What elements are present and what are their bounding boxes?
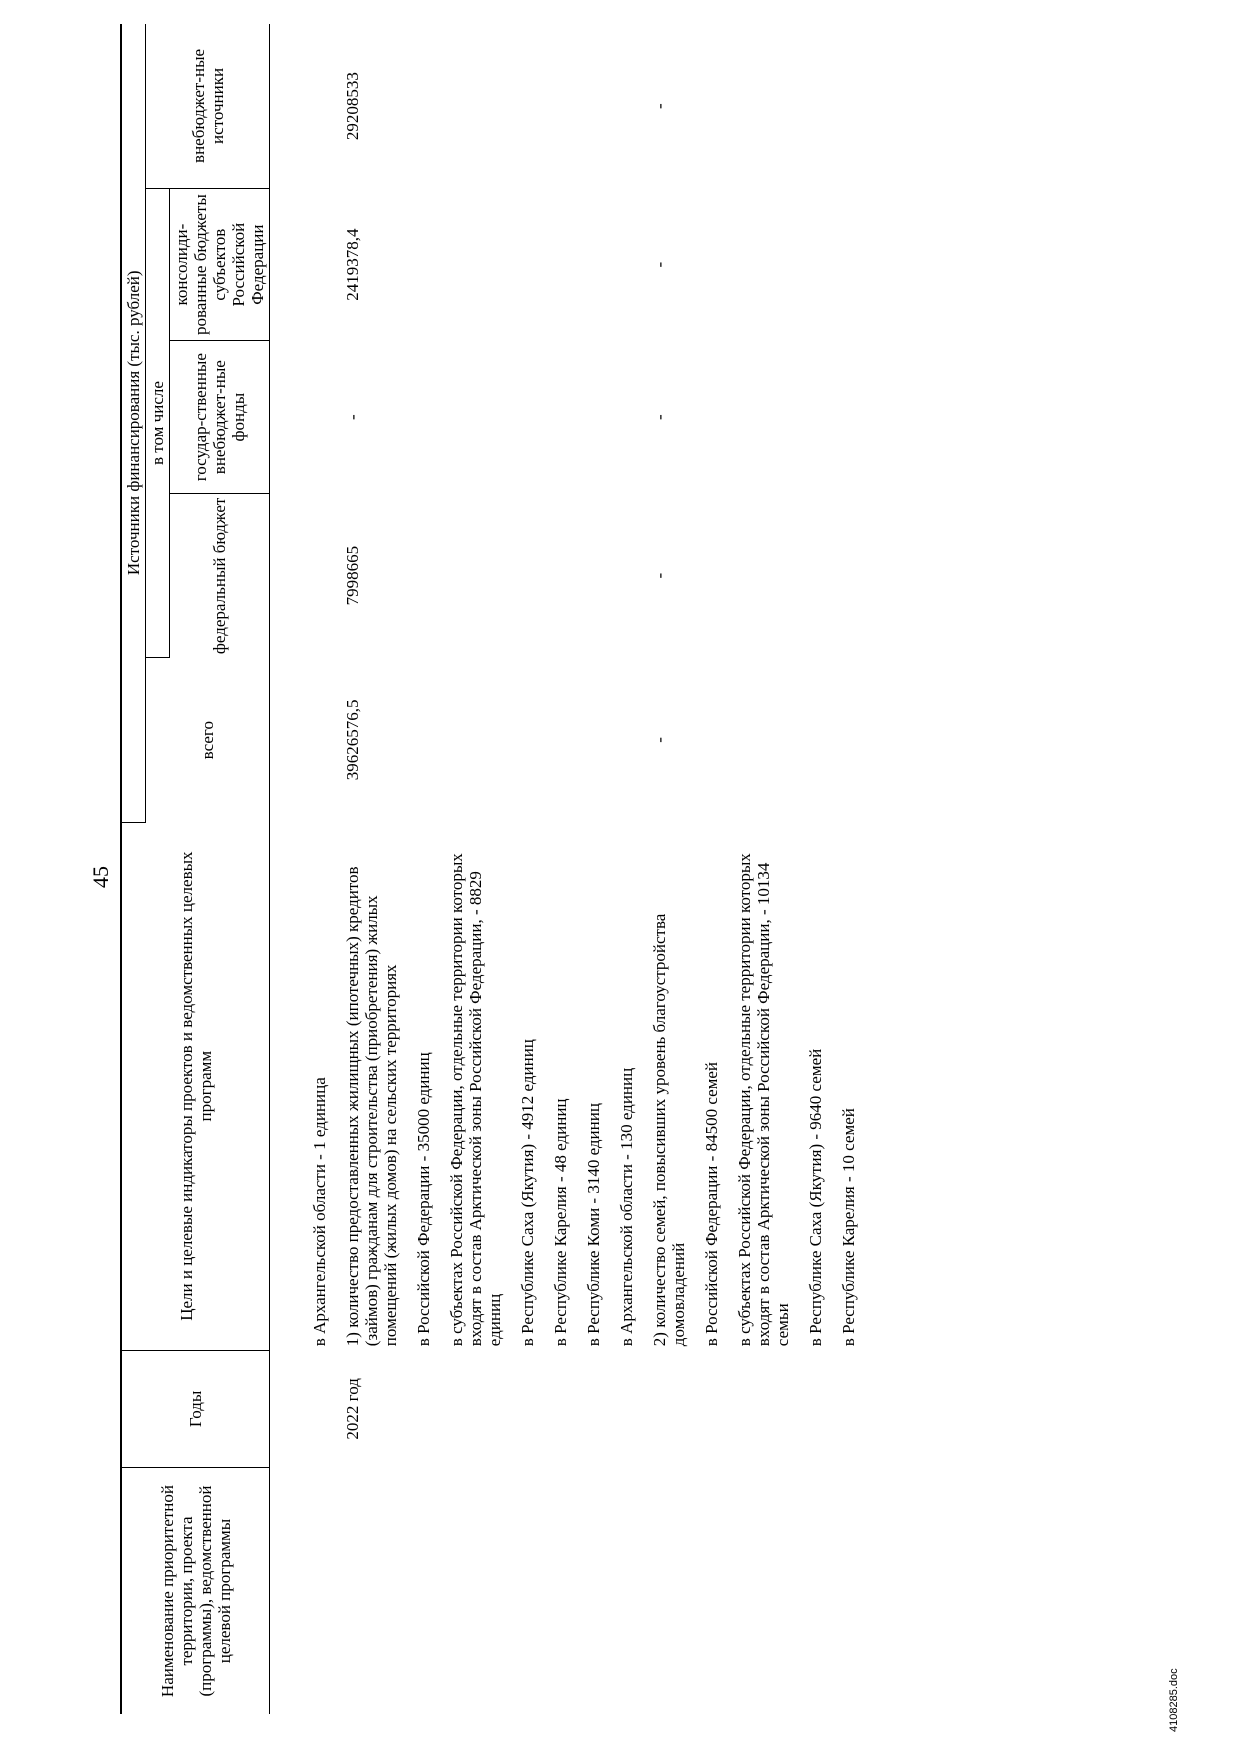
header-goals: Цели и целевые индикаторы проектов и ведомственных целевых программ <box>121 822 270 1350</box>
goal-item: 1) количество предоставленных жилищных (ипотечных) кредитов (займов) гражданам для строительства (приобретения) жилых помещений (жилых домов) на сельских территориях <box>343 866 400 1347</box>
goal-item: в Республике Карелия - 10 семей <box>839 1108 858 1347</box>
row-name <box>310 1468 343 1714</box>
header-total: всего <box>146 658 270 822</box>
row-year <box>310 1350 343 1467</box>
financing-table <box>120 24 872 1714</box>
header-including: в том числе <box>146 188 170 657</box>
value-state-funds: - <box>650 414 669 421</box>
goal-item: в субъектах Российской Федерации, отдельные территории которых входят в состав Арктической зоны Российской Федерации, - 10134 семьи <box>735 853 792 1347</box>
value-total: - <box>650 737 669 743</box>
goal-item: в Архангельской области - 130 единиц <box>617 1067 636 1347</box>
value-extrabudget: - <box>650 103 669 110</box>
goal-item: в Российской Федерации - 35000 единиц <box>414 1052 433 1347</box>
goal-item: в Архангельской области - 1 единица <box>310 1077 329 1347</box>
value-state-funds <box>310 341 343 494</box>
goal-item: в Республике Саха (Якутия) - 4912 единиц <box>518 1039 537 1347</box>
value-regional: 2419378,4 <box>343 228 362 301</box>
value-regional <box>310 188 343 341</box>
value-federal: - <box>650 572 669 579</box>
row-goals <box>650 822 872 1350</box>
row-name <box>650 1468 872 1714</box>
header-regional: консолиди-рованные бюджеты субъектов Российской Федерации <box>170 188 270 341</box>
file-footer: 4108285.doc <box>1168 1668 1180 1732</box>
value-federal: 7998665 <box>343 545 362 606</box>
row-goals <box>310 822 343 1350</box>
header-extrabudget: внебюджет-ные источники <box>146 24 270 188</box>
goal-item: 2) количество семей, повысивших уровень благоустройства домовладений <box>650 913 688 1347</box>
row-goals <box>343 822 650 1350</box>
row-name <box>343 1468 650 1714</box>
row-year: 2022 год <box>343 1378 362 1440</box>
value-state-funds: - <box>343 414 362 421</box>
value-total <box>310 658 343 822</box>
value-total: 39626576,5 <box>343 699 362 781</box>
table-row <box>650 24 872 1714</box>
header-sources: Источники финансирования (тыс. рублей) <box>121 24 146 822</box>
page-number: 45 <box>88 866 113 888</box>
header-years: Годы <box>121 1350 270 1467</box>
header-state-funds: государ-ственные внебюджет-ные фонды <box>170 341 270 494</box>
header-name: Наименование приоритетной территории, проекта (программы), ведомственной целевой программы <box>121 1468 270 1714</box>
table-row <box>343 24 650 1714</box>
goal-item: в Республике Саха (Якутия) - 9640 семей <box>806 1048 825 1347</box>
row-year <box>650 1350 872 1467</box>
value-regional: - <box>650 261 669 268</box>
value-extrabudget <box>310 24 343 188</box>
value-extrabudget: 29208533 <box>343 72 362 141</box>
goal-item: в субъектах Российской Федерации, отдельные территории которых входят в состав Арктической зоны Российской Федерации, - 8829 единиц <box>447 853 504 1347</box>
goal-item: в Российской Федерации - 84500 семей <box>702 1061 721 1347</box>
goal-item: в Республике Коми - 3140 единиц <box>584 1103 603 1347</box>
header-federal: федеральный бюджет <box>170 493 270 657</box>
table-row <box>310 24 343 1714</box>
goal-item: в Республике Карелия - 48 единиц <box>551 1098 570 1347</box>
value-federal <box>310 493 343 657</box>
